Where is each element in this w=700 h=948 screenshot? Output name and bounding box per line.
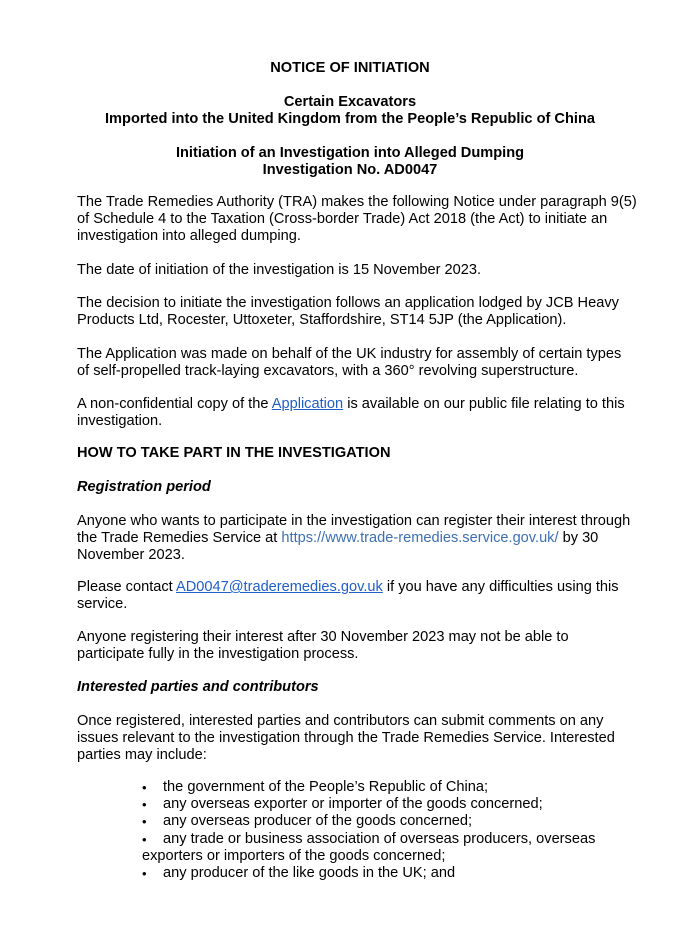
contact-text-after: if you have any difficulties using this service. (77, 579, 619, 613)
investigation-heading (0, 145, 700, 179)
registration-text-after: by 30 November 2023. (77, 530, 599, 564)
goods-heading (0, 94, 700, 128)
list-item: • any overseas producer of the goods concerned; (77, 813, 637, 830)
subheading-interested-parties: Interested parties and contributors (77, 679, 319, 695)
list-item: • any overseas exporter or importer of the goods concerned; (77, 796, 637, 813)
trade-remedies-url[interactable]: https://www.trade-remedies.service.gov.uk/ (281, 530, 559, 547)
paragraph-registration (77, 513, 637, 565)
paragraph-initiation-date: The date of initiation of the investigation is 15 November 2023. (77, 262, 482, 278)
paragraph-contact (77, 579, 637, 613)
goods-heading-line2: Imported into the United Kingdom from the People’s Republic of China (105, 111, 595, 128)
subheading-registration: Registration period (77, 479, 211, 495)
heading-take-part: HOW TO TAKE PART IN THE INVESTIGATION (77, 445, 391, 461)
investigation-heading-line1: Initiation of an Investigation into Alleged Dumping (175, 145, 525, 161)
list-item: • any trade or business association of overseas producers, overseas exporters or importers of the goods concerned; (77, 831, 637, 865)
list-item: • the government of the People’s Republic of China; (77, 779, 637, 796)
contact-text-before: Please contact (77, 579, 176, 595)
contact-email-link[interactable]: AD0047@traderemedies.gov.uk (175, 579, 383, 595)
list-item: • any producer of the like goods in the UK; and (77, 865, 637, 882)
paragraph-late-registration: Anyone registering their interest after 30 November 2023 may not be able to participate fully in the investigation process. (77, 629, 569, 663)
registration-text-before: Anyone who wants to participate in the investigation can register their interest through the Trade Remedies Service at (77, 513, 631, 547)
paragraph-application: The decision to initiate the investigation follows an application lodged by JCB Heavy Products Ltd, Rocester, Uttoxeter, Staffordshire, ST14 5JP (the Application). (77, 295, 619, 329)
paragraph-interested-parties: Once registered, interested parties and contributors can submit comments on any issues relevant to the investigation through the Trade Remedies Service. Interested parties may include: (77, 713, 615, 764)
notice-title: NOTICE OF INITIATION (270, 60, 430, 76)
investigation-heading-line2: Investigation No. AD0047 (262, 162, 438, 179)
paragraph-public-file (77, 396, 637, 430)
public-file-text-before: A non-confidential copy of the (77, 396, 272, 412)
public-file-text-after: is available on our public file relating to this investigation. (77, 396, 625, 430)
goods-heading-line1: Certain Excavators (283, 94, 417, 110)
paragraph-notice-basis: The Trade Remedies Authority (TRA) makes the following Notice under paragraph 9(5) of Schedule 4 to the Taxation (Cross-border Trade) Act 2018 (the Act) to initiate an investigation into alleged dumping. (77, 194, 637, 245)
paragraph-uk-industry: The Application was made on behalf of the UK industry for assembly of certain types of self-propelled track-laying excavators, with a 360° revolving superstructure. (77, 346, 622, 380)
application-link[interactable]: Application (271, 396, 344, 412)
interested-parties-list (77, 779, 637, 882)
